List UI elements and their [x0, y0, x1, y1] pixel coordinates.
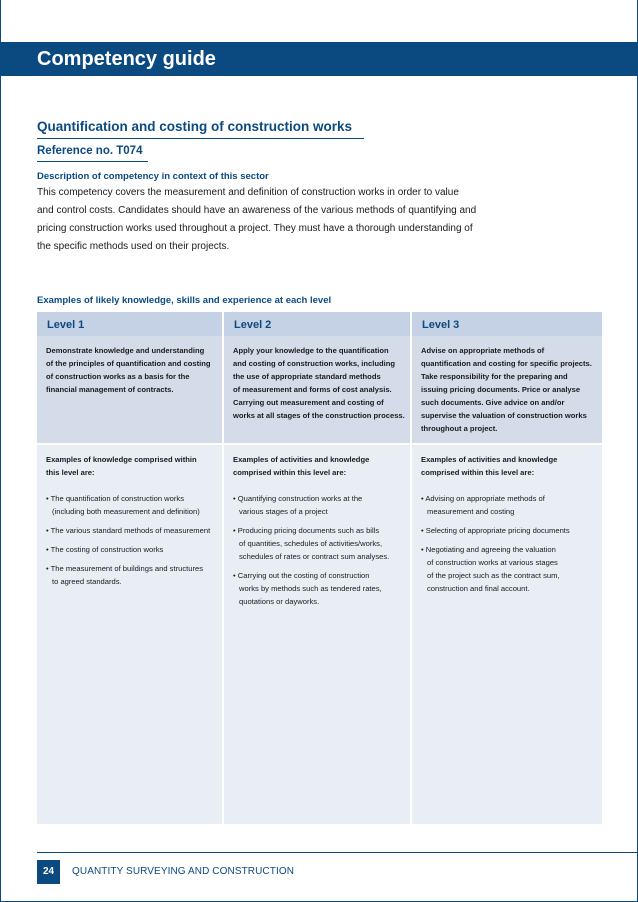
subheading-line: this level are:: [46, 468, 95, 477]
bullet-item: [46, 524, 216, 537]
bullet-line: of construction works at various stages: [427, 558, 558, 567]
summary-line: of the principles of quantification and costing: [46, 359, 211, 368]
bullet-item: [46, 543, 216, 556]
summary-line: and costing of construction works, including: [233, 359, 396, 368]
bullet-line: • Negotiating and agreeing the valuation: [421, 545, 556, 554]
examples-subheading: [421, 453, 596, 479]
bullet-line: schedules of rates or contract sum analyses.: [239, 552, 390, 561]
description-heading: Description of competency in context of this sector: [37, 171, 269, 182]
competency-title: Quantification and costing of construction works: [37, 119, 353, 134]
bullet-item: [233, 492, 404, 518]
bullet-line: • Advising on appropriate methods of: [421, 494, 545, 503]
description-body: [37, 184, 477, 256]
bullet-line: • The measurement of buildings and structures: [46, 564, 204, 573]
summary-line: Demonstrate knowledge and understanding: [46, 346, 205, 355]
subheading-line: comprised within this level are:: [233, 468, 347, 477]
header-banner: [0, 42, 638, 76]
subheading-line: Examples of activities and knowledge: [421, 455, 558, 464]
bullet-line: measurement and costing: [427, 507, 515, 516]
footer-rule: [37, 852, 637, 853]
level-3-column: [412, 312, 602, 824]
bullet-line: quotations or dayworks.: [239, 597, 320, 606]
description-line: pricing construction works used throughout a project. They must have a thorough understanding of: [37, 223, 473, 234]
summary-line: Advise on appropriate methods of: [421, 346, 545, 355]
levels-table: [37, 312, 602, 824]
bullet-item: [421, 543, 596, 595]
summary-line: throughout a project.: [421, 424, 498, 433]
summary-line: issuing pricing documents. Price or analyse: [421, 385, 581, 394]
bullet-item: [46, 492, 216, 518]
level-1-examples: [37, 445, 222, 594]
level-3-header: Level 3: [412, 312, 602, 336]
summary-line: Take responsibility for the preparing and: [421, 372, 568, 381]
bullet-line: works by methods such as tendered rates,: [239, 584, 382, 593]
bullet-line: (including both measurement and definition): [52, 507, 200, 516]
bullet-item: [233, 524, 404, 563]
level-2-column: [224, 312, 410, 824]
bullet-item: [421, 524, 596, 537]
level-1-header: Level 1: [37, 312, 222, 336]
bullet-line: to agreed standards.: [52, 577, 122, 586]
level-1-column: [37, 312, 222, 824]
summary-line: such documents. Give advice on and/or: [421, 398, 565, 407]
bullet-line: • Carrying out the costing of construction: [233, 571, 370, 580]
bullet-item: [233, 569, 404, 608]
level-2-header: Level 2: [224, 312, 410, 336]
summary-line: the use of appropriate standard methods: [233, 372, 381, 381]
bullet-line: various stages of a project: [239, 507, 328, 516]
bullet-line: of the project such as the contract sum,: [427, 571, 560, 580]
title-underline: [37, 138, 364, 139]
description-line: the specific methods used on their projects.: [37, 241, 230, 252]
bullet-line: • The quantification of construction works: [46, 494, 185, 503]
bullet-line: • Quantifying construction works at the: [233, 494, 363, 503]
level-1-summary: [37, 336, 222, 443]
description-line: This competency covers the measurement and definition of construction works in order to value: [37, 187, 459, 198]
bullet-line: construction and final account.: [427, 584, 530, 593]
bullet-item: [46, 562, 216, 588]
description-line: and control costs. Candidates should have an awareness of the various methods of quantifying and: [37, 205, 477, 216]
page-title: Competency guide: [37, 48, 216, 70]
bullet-line: • The various standard methods of measurement: [46, 526, 211, 535]
bullet-line: • Selecting of appropriate pricing documents: [421, 526, 570, 535]
reference-underline: [37, 161, 148, 162]
summary-line: works at all stages of the construction process.: [233, 411, 405, 420]
level-3-examples: [412, 445, 602, 601]
subheading-line: comprised within this level are:: [421, 468, 535, 477]
page-number: 24: [37, 860, 60, 884]
summary-line: supervise the valuation of construction works: [421, 411, 587, 420]
reference-number: Reference no. T074: [37, 145, 143, 157]
summary-line: Carrying out measurement and costing of: [233, 398, 384, 407]
summary-line: Apply your knowledge to the quantification: [233, 346, 389, 355]
level-2-summary: [224, 336, 410, 443]
examples-subheading: [233, 453, 404, 479]
bullet-line: • The costing of construction works: [46, 545, 164, 554]
bullet-item: [421, 492, 596, 518]
examples-heading: Examples of likely knowledge, skills and experience at each level: [37, 295, 332, 306]
level-2-examples: [224, 445, 410, 614]
subheading-line: Examples of knowledge comprised within: [46, 455, 197, 464]
examples-subheading: [46, 453, 216, 479]
bullet-line: of quantities, schedules of activities/works,: [239, 539, 383, 548]
summary-line: of measurement and forms of cost analysis.: [233, 385, 392, 394]
summary-line: quantification and costing for specific projects.: [421, 359, 592, 368]
summary-line: of construction works as a basis for the: [46, 372, 190, 381]
footer-title: QUANTITY SURVEYING AND CONSTRUCTION: [72, 866, 295, 877]
summary-line: financial management of contracts.: [46, 385, 174, 394]
level-3-summary: [412, 336, 602, 443]
subheading-line: Examples of activities and knowledge: [233, 455, 370, 464]
bullet-line: • Producing pricing documents such as bills: [233, 526, 380, 535]
